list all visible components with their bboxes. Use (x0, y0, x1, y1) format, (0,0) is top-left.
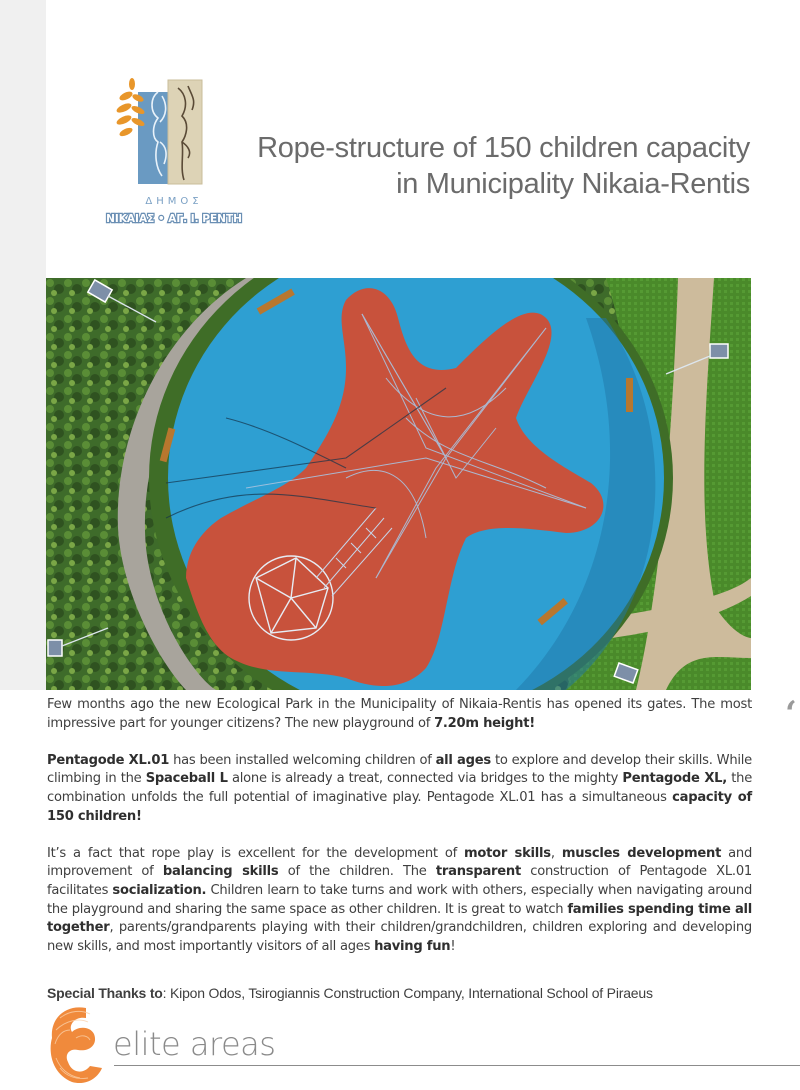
text-segment: It’s a fact that rope play is excellent for the development of (47, 845, 464, 861)
bold-text: Pentagode XL, (622, 771, 727, 787)
text-segment: of the children. The (278, 864, 436, 880)
elite-areas-brand: elite areas (113, 1025, 276, 1063)
text-segment: , parents/grandparents playing with their children/grandchildren, children exploring and developing new skills, and most importantly visitors of all ages (47, 920, 752, 954)
text-segment: construction of Pentagode XL.01 facilitates (47, 864, 752, 898)
text-segment: , (550, 845, 562, 861)
bold-text: Pentagode XL.01 (47, 752, 170, 768)
text-segment: Few months ago the new Ecological Park in the Municipality of Nikaia-Rentis has opened its gates. The most impressive part for younger citizens? The new playground of (47, 697, 752, 731)
title-line1: Rope-structure of 150 children capacity (257, 132, 750, 164)
elite-areas-logo-icon (46, 1004, 106, 1086)
thanks-label: Special Thanks to (47, 985, 163, 1001)
text-segment: to explore and develop their skills. While climbing in the (47, 752, 752, 787)
side-strip (0, 0, 46, 690)
thanks-colon: : (162, 985, 167, 1001)
bold-text: Spaceball L (145, 771, 228, 787)
paragraph-benefits (47, 845, 752, 957)
bold-text: families spending time all together (47, 901, 753, 936)
bold-text: motor skills (464, 845, 551, 861)
bold-text: capacity of 150 children! (47, 789, 752, 824)
footer-divider (114, 1065, 800, 1066)
text-segment: alone is already a treat, connected via bridges to the mighty (227, 771, 623, 787)
bold-text: having fun (374, 938, 451, 954)
article-body (47, 696, 752, 975)
bold-text: transparent (435, 864, 521, 880)
text-segment: and improvement of (47, 845, 753, 880)
bold-text: 7.20m height! (434, 715, 535, 731)
logo-line1: ΔΗΜΟΣ (145, 196, 203, 207)
text-segment: ! (450, 938, 456, 954)
bold-text: balancing skills (162, 864, 279, 880)
page-title (230, 130, 750, 202)
paragraph-pentagode (47, 752, 752, 826)
bold-text: muscles development (561, 845, 722, 861)
title-line2: in Municipality Nikaia-Rentis (396, 168, 750, 200)
paragraph-intro (47, 696, 752, 733)
quote-mark-icon: ‘ (785, 694, 797, 734)
bold-text: all ages (435, 752, 491, 768)
aerial-playground-photo (46, 278, 751, 690)
logo-line2: ΝΙΚΑΙΑΣ • ΑΓ. Ι. ΡΕΝΤΗ (106, 213, 242, 225)
special-thanks (47, 984, 757, 1002)
playground-photo-icon (46, 278, 751, 690)
text-segment: the combination unfolds the full potential of imaginative play. Pentagode XL.01 has a simultaneous (47, 771, 752, 805)
text-segment: has been installed welcoming children of (169, 752, 436, 768)
text-segment: Children learn to take turns and work with others, especially when navigating around the playground and sharing the same space as other children. It is great to watch (47, 882, 753, 917)
bold-text: socialization. (112, 882, 207, 898)
thanks-text: Kipon Odos, Tsirogiannis Construction Company, International School of Piraeus (166, 985, 653, 1001)
